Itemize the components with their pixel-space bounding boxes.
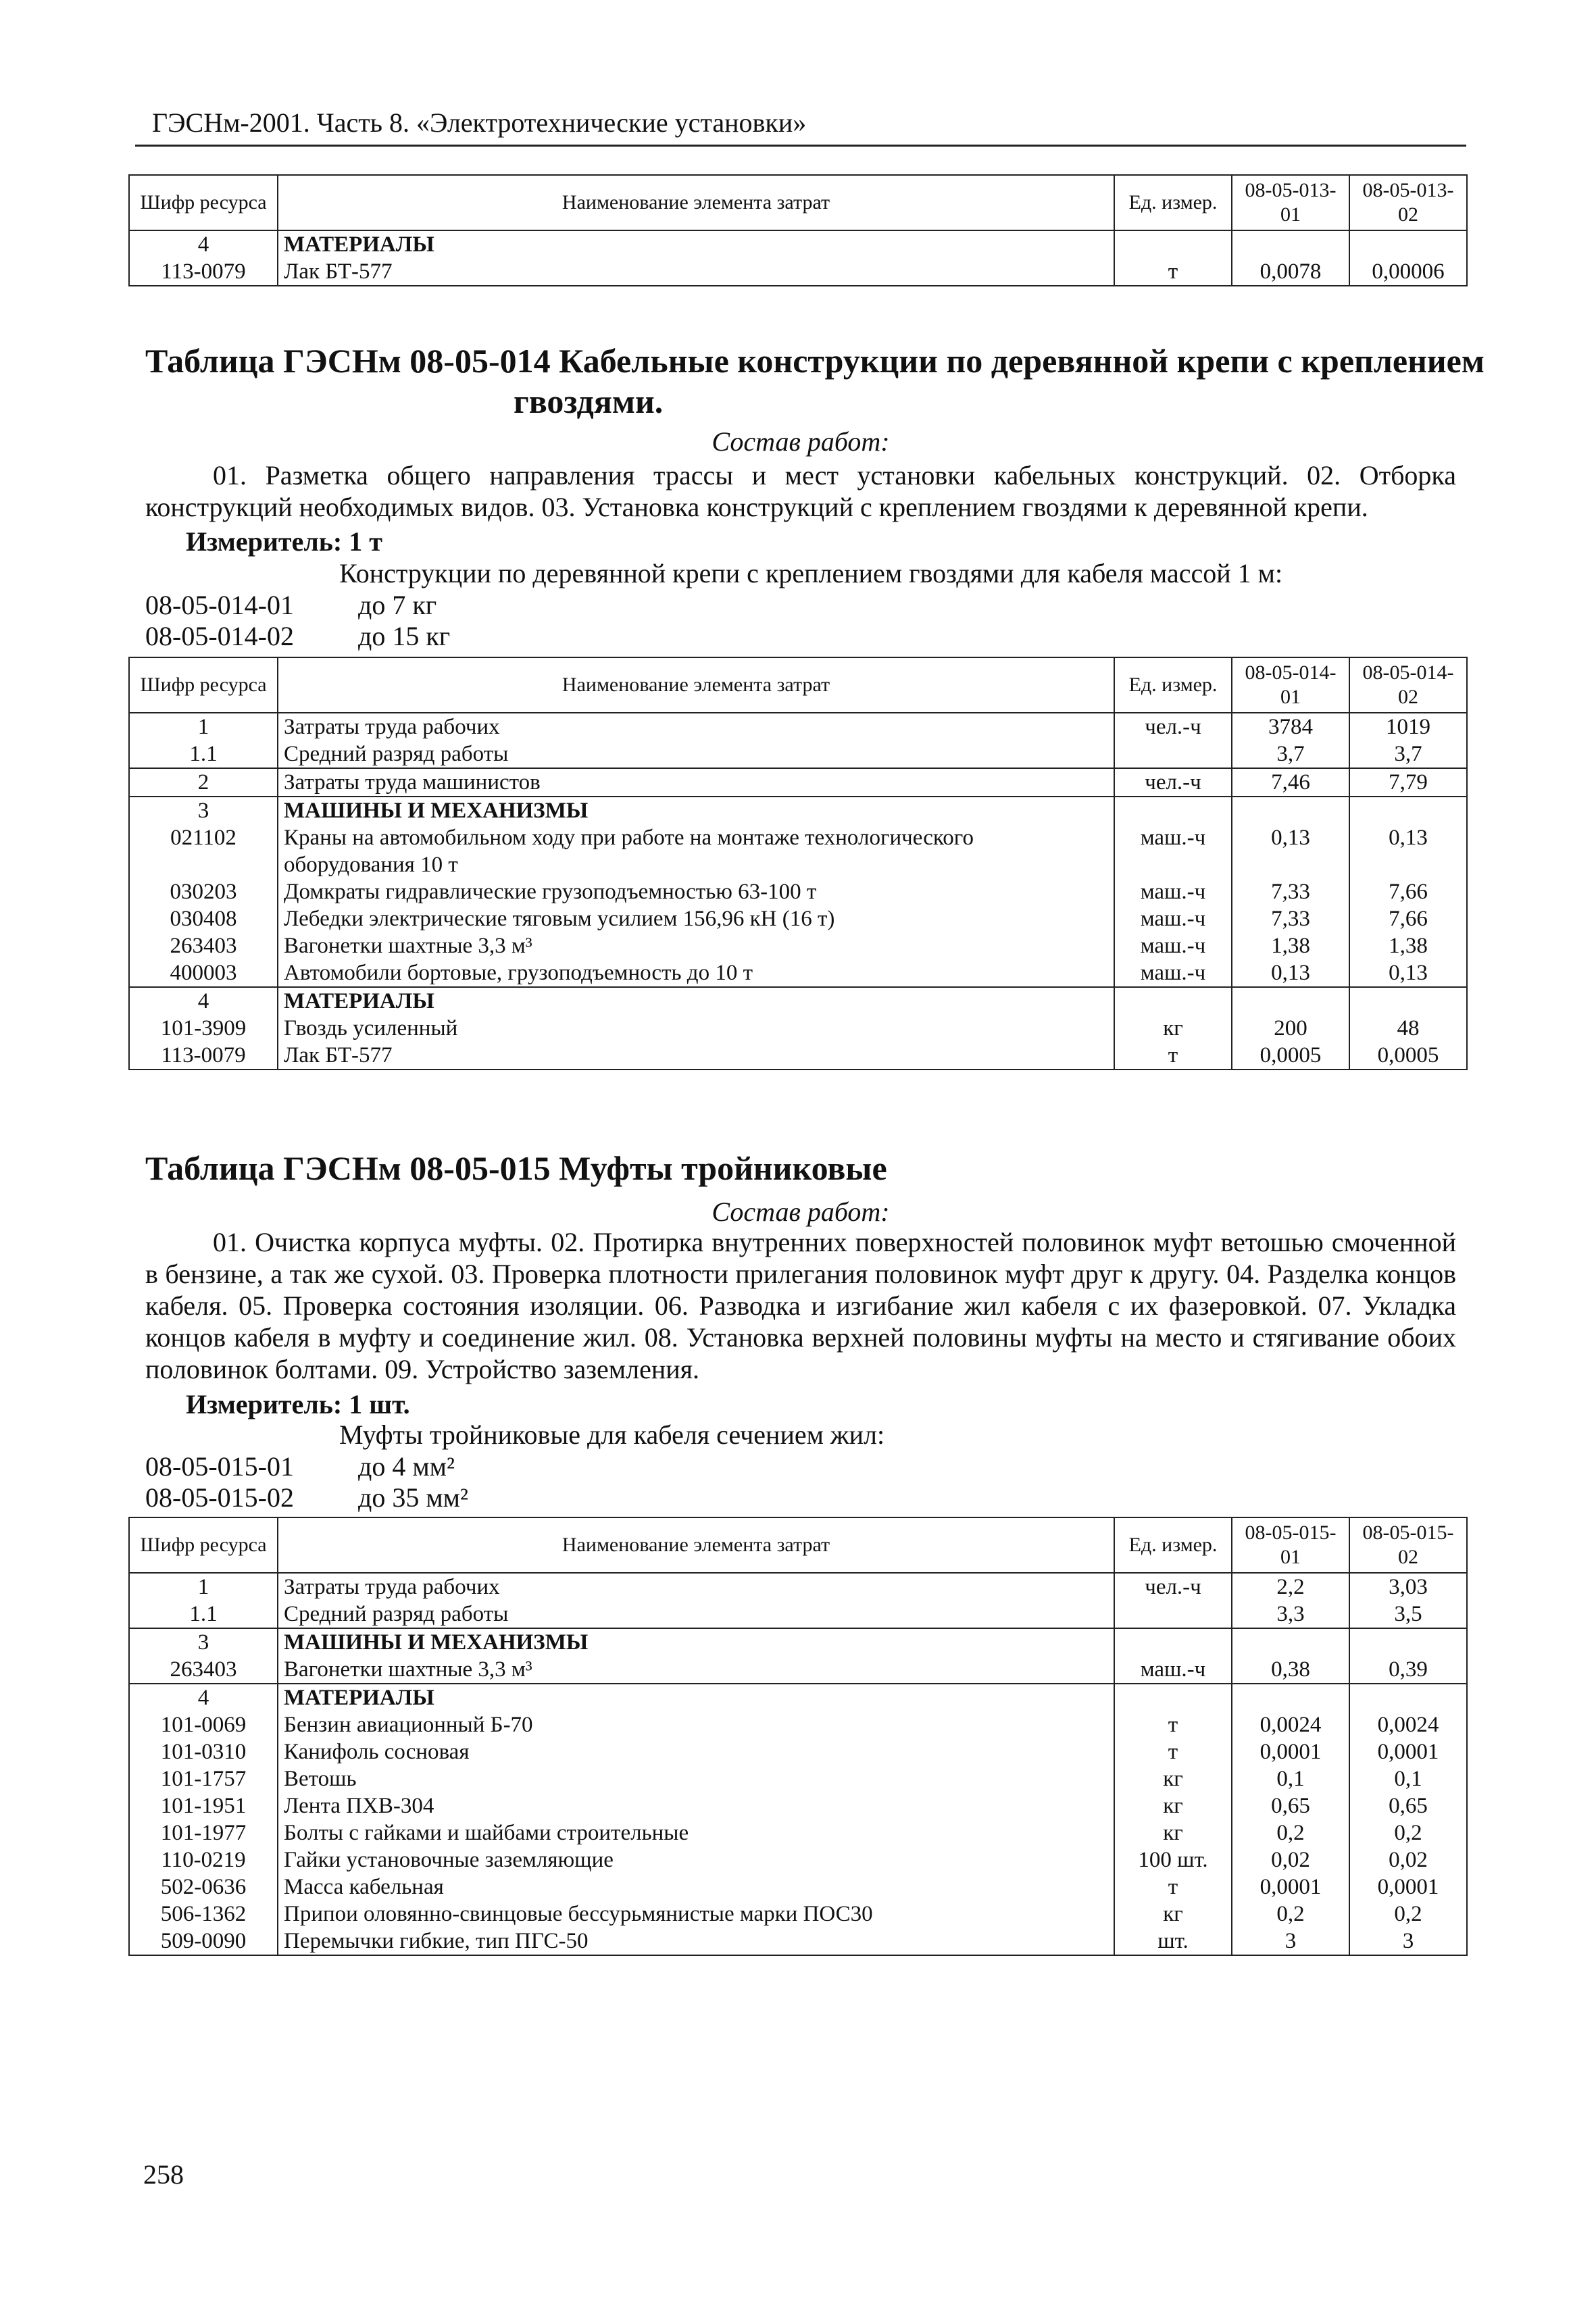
table-row — [129, 1819, 1467, 1846]
resource-code-cell: 502-0636 — [129, 1873, 278, 1901]
table-row — [129, 1628, 1467, 1656]
unit-cell — [1114, 1684, 1232, 1711]
resource-code-cell: 113-0079 — [129, 1042, 278, 1070]
resource-code-cell: 1.1 — [129, 740, 278, 768]
resource-code-cell: 101-1977 — [129, 1819, 278, 1846]
table-014-body — [129, 657, 1467, 1070]
norm-b-cell: 0,2 — [1349, 1901, 1467, 1928]
item-text: до 4 мм² — [358, 1451, 455, 1482]
resource-code-cell: 400003 — [129, 959, 278, 987]
norm-b-cell: 0,13 — [1349, 824, 1467, 878]
norm-a-cell: 0,38 — [1232, 1656, 1349, 1684]
resource-name-cell: Лебедки электрические тяговым усилием 156,96 кН (16 т) — [278, 905, 1114, 932]
norm-a-cell: 200 — [1232, 1015, 1349, 1042]
table-row — [129, 797, 1467, 824]
col-header-norm-b: 08-05-015-02 — [1349, 1517, 1467, 1573]
resource-name-cell: Масса кабельная — [278, 1873, 1114, 1901]
unit-cell: маш.-ч — [1114, 959, 1232, 987]
table-row — [129, 1901, 1467, 1928]
resource-name-cell: Средний разряд работы — [278, 1601, 1114, 1628]
norm-a-cell: 0,0024 — [1232, 1711, 1349, 1738]
norm-b-cell: 0,0005 — [1349, 1042, 1467, 1070]
unit-cell: кг — [1114, 1901, 1232, 1928]
table-row — [129, 768, 1467, 797]
item-code: 08-05-014-02 — [145, 621, 294, 651]
item-text: до 7 кг — [358, 590, 437, 620]
resource-name-cell: Вагонетки шахтные 3,3 м³ — [278, 1656, 1114, 1684]
resource-code-cell: 4 — [129, 1684, 278, 1711]
table-row — [129, 740, 1467, 768]
norm-a-cell: 0,0001 — [1232, 1873, 1349, 1901]
norm-b-cell: 0,00006 — [1349, 258, 1467, 286]
resource-code-cell: 101-3909 — [129, 1015, 278, 1042]
norm-a-cell: 3,3 — [1232, 1601, 1349, 1628]
resource-name-cell: Средний разряд работы — [278, 740, 1114, 768]
unit-cell: чел.-ч — [1114, 768, 1232, 797]
norm-b-cell: 7,79 — [1349, 768, 1467, 797]
resource-code-cell: 101-1757 — [129, 1765, 278, 1792]
col-header-norm-a: 08-05-013-01 — [1232, 175, 1349, 230]
norm-a-cell: 7,33 — [1232, 905, 1349, 932]
table-row — [129, 1573, 1467, 1601]
unit-cell — [1114, 740, 1232, 768]
col-header-name: Наименование элемента затрат — [278, 657, 1114, 713]
unit-cell: кг — [1114, 1765, 1232, 1792]
resource-code-cell: 101-0310 — [129, 1738, 278, 1765]
resource-code-cell: 1 — [129, 1573, 278, 1601]
norm-a-cell — [1232, 1628, 1349, 1656]
norm-b-cell — [1349, 230, 1467, 258]
norm-a-cell: 0,2 — [1232, 1819, 1349, 1846]
table-014-title-cont: гвоздями. — [514, 382, 664, 420]
running-header: ГЭСНм-2001. Часть 8. «Электротехнические установки» — [152, 107, 807, 138]
norm-b-cell: 0,65 — [1349, 1792, 1467, 1819]
resource-name-cell: МАТЕРИАЛЫ — [278, 987, 1114, 1015]
resource-table-014 — [128, 657, 1468, 1070]
norm-b-cell: 7,66 — [1349, 878, 1467, 905]
resource-code-cell: 110-0219 — [129, 1846, 278, 1873]
unit-cell — [1114, 987, 1232, 1015]
resource-code-cell: 113-0079 — [129, 258, 278, 286]
norm-b-cell: 0,0024 — [1349, 1711, 1467, 1738]
page-number: 258 — [143, 2159, 184, 2190]
table-row — [129, 230, 1467, 258]
resource-code-cell: 101-0069 — [129, 1711, 278, 1738]
resource-name-cell: Домкраты гидравлические грузоподъемностью 63-100 т — [278, 878, 1114, 905]
col-header-norm-b: 08-05-013-02 — [1349, 175, 1467, 230]
unit-cell: кг — [1114, 1819, 1232, 1846]
resource-name-cell: МАТЕРИАЛЫ — [278, 1684, 1114, 1711]
resource-name-cell: Болты с гайками и шайбами строительные — [278, 1819, 1114, 1846]
col-header-code: Шифр ресурса — [129, 1517, 278, 1573]
resource-name-cell: МАШИНЫ И МЕХАНИЗМЫ — [278, 1628, 1114, 1656]
norm-a-cell — [1232, 987, 1349, 1015]
norm-a-cell: 0,2 — [1232, 1901, 1349, 1928]
resource-name-cell: Затраты труда машинистов — [278, 768, 1114, 797]
col-header-unit: Ед. измер. — [1114, 657, 1232, 713]
table-row — [129, 713, 1467, 740]
norm-a-cell — [1232, 797, 1349, 824]
unit-cell — [1114, 797, 1232, 824]
norm-b-cell: 3,03 — [1349, 1573, 1467, 1601]
work-composition-text: 01. Очистка корпуса муфты. 02. Протирка внутренних поверхностей половинок муфт ветошью смоченной в бензине, а так же сухой. 03. Проверка плотности прилегания половинок муфт друг к другу. 04. Разделка концов кабеля. 05. Проверка состояния изоляции. 06. Разводка и изгибание жил кабеля с их фазеровкой. 07. Укладка концов кабеля в муфту и соединение жил. 08. Установка верхней половины муфты на место и стягивание обоих половинок болтами. 09. Устройство заземления. — [145, 1227, 1456, 1384]
table-row — [129, 987, 1467, 1015]
resource-name-cell: Бензин авиационный Б-70 — [278, 1711, 1114, 1738]
table-row — [129, 1656, 1467, 1684]
norm-a-cell: 0,0078 — [1232, 258, 1349, 286]
table-row — [129, 1928, 1467, 1955]
unit-cell: маш.-ч — [1114, 905, 1232, 932]
unit-cell: чел.-ч — [1114, 713, 1232, 740]
norm-a-cell — [1232, 1684, 1349, 1711]
table-row — [129, 1042, 1467, 1070]
unit-cell: чел.-ч — [1114, 1573, 1232, 1601]
norm-b-cell: 48 — [1349, 1015, 1467, 1042]
unit-cell: т — [1114, 1738, 1232, 1765]
unit-cell: т — [1114, 258, 1232, 286]
table-row — [129, 1711, 1467, 1738]
col-header-unit: Ед. измер. — [1114, 1517, 1232, 1573]
norm-b-cell: 3 — [1349, 1928, 1467, 1955]
norm-b-cell: 0,1 — [1349, 1765, 1467, 1792]
resource-name-cell: Гвоздь усиленный — [278, 1015, 1114, 1042]
unit-cell: т — [1114, 1873, 1232, 1901]
table-row — [129, 878, 1467, 905]
header-divider — [135, 145, 1466, 147]
table-row — [129, 959, 1467, 987]
norm-b-cell: 1,38 — [1349, 932, 1467, 959]
unit-cell: кг — [1114, 1792, 1232, 1819]
norm-b-cell — [1349, 987, 1467, 1015]
item-code: 08-05-015-02 — [145, 1482, 294, 1513]
resource-table-013 — [128, 174, 1468, 286]
resource-code-cell: 021102 — [129, 824, 278, 878]
unit-cell — [1114, 1601, 1232, 1628]
item-code: 08-05-015-01 — [145, 1451, 294, 1482]
resource-name-cell: Ветошь — [278, 1765, 1114, 1792]
table-row — [129, 1015, 1467, 1042]
unit-cell: маш.-ч — [1114, 932, 1232, 959]
table-row — [129, 932, 1467, 959]
norm-a-cell: 1,38 — [1232, 932, 1349, 959]
table-row — [129, 1792, 1467, 1819]
col-header-name: Наименование элемента затрат — [278, 1517, 1114, 1573]
scope-description: Муфты тройниковые для кабеля сечением жил: — [339, 1419, 885, 1450]
norm-a-cell: 7,33 — [1232, 878, 1349, 905]
norm-a-cell: 0,65 — [1232, 1792, 1349, 1819]
table-row — [129, 1873, 1467, 1901]
resource-name-cell: Лак БТ-577 — [278, 1042, 1114, 1070]
table-014-title: Таблица ГЭСНм 08-05-014 Кабельные конструкции по деревянной крепи с креплением — [145, 342, 1485, 380]
measure-unit: Измеритель: 1 т — [186, 526, 382, 557]
table-row — [129, 1684, 1467, 1711]
norm-a-cell: 0,0005 — [1232, 1042, 1349, 1070]
col-header-code: Шифр ресурса — [129, 657, 278, 713]
norm-a-cell: 3,7 — [1232, 740, 1349, 768]
item-text: до 35 мм² — [358, 1482, 468, 1513]
col-header-norm-a: 08-05-015-01 — [1232, 1517, 1349, 1573]
unit-cell — [1114, 230, 1232, 258]
table-row — [129, 1846, 1467, 1873]
resource-name-cell: Лак БТ-577 — [278, 258, 1114, 286]
resource-name-cell: Затраты труда рабочих — [278, 1573, 1114, 1601]
unit-cell: т — [1114, 1042, 1232, 1070]
table-row — [129, 905, 1467, 932]
unit-cell: маш.-ч — [1114, 1656, 1232, 1684]
table-row — [129, 258, 1467, 286]
unit-cell — [1114, 1628, 1232, 1656]
norm-b-cell: 0,39 — [1349, 1656, 1467, 1684]
col-header-unit: Ед. измер. — [1114, 175, 1232, 230]
resource-code-cell: 030203 — [129, 878, 278, 905]
norm-b-cell: 0,2 — [1349, 1819, 1467, 1846]
resource-code-cell: 509-0090 — [129, 1928, 278, 1955]
measure-unit: Измеритель: 1 шт. — [186, 1389, 410, 1419]
norm-b-cell — [1349, 1628, 1467, 1656]
resource-code-cell: 1.1 — [129, 1601, 278, 1628]
resource-code-cell: 3 — [129, 1628, 278, 1656]
norm-a-cell: 0,0001 — [1232, 1738, 1349, 1765]
norm-a-cell: 3784 — [1232, 713, 1349, 740]
resource-name-cell: МАТЕРИАЛЫ — [278, 230, 1114, 258]
col-header-code: Шифр ресурса — [129, 175, 278, 230]
norm-b-cell: 0,0001 — [1349, 1873, 1467, 1901]
table-row — [129, 1601, 1467, 1628]
table-header-row — [129, 1517, 1467, 1573]
col-header-norm-a: 08-05-014-01 — [1232, 657, 1349, 713]
norm-b-cell — [1349, 1684, 1467, 1711]
unit-cell: шт. — [1114, 1928, 1232, 1955]
table-015-title: Таблица ГЭСНм 08-05-015 Муфты тройниковые — [145, 1149, 887, 1187]
norm-b-cell: 0,02 — [1349, 1846, 1467, 1873]
resource-code-cell: 4 — [129, 230, 278, 258]
table-013-body — [129, 175, 1467, 286]
norm-b-cell: 1019 — [1349, 713, 1467, 740]
resource-code-cell: 101-1951 — [129, 1792, 278, 1819]
table-row — [129, 1738, 1467, 1765]
unit-cell: маш.-ч — [1114, 878, 1232, 905]
norm-a-cell — [1232, 230, 1349, 258]
norm-b-cell: 0,13 — [1349, 959, 1467, 987]
resource-name-cell: Гайки установочные заземляющие — [278, 1846, 1114, 1873]
item-code: 08-05-014-01 — [145, 590, 294, 620]
unit-cell: т — [1114, 1711, 1232, 1738]
resource-code-cell: 2 — [129, 768, 278, 797]
resource-code-cell: 030408 — [129, 905, 278, 932]
norm-b-cell: 7,66 — [1349, 905, 1467, 932]
resource-name-cell: Затраты труда рабочих — [278, 713, 1114, 740]
resource-name-cell: Перемычки гибкие, тип ПГС-50 — [278, 1928, 1114, 1955]
resource-name-cell: МАШИНЫ И МЕХАНИЗМЫ — [278, 797, 1114, 824]
norm-a-cell: 0,1 — [1232, 1765, 1349, 1792]
resource-name-cell: Лента ПХВ-304 — [278, 1792, 1114, 1819]
resource-code-cell: 1 — [129, 713, 278, 740]
resource-code-cell: 4 — [129, 987, 278, 1015]
resource-code-cell: 3 — [129, 797, 278, 824]
col-header-norm-b: 08-05-014-02 — [1349, 657, 1467, 713]
work-composition-text: 01. Разметка общего направления трассы и мест установки кабельных конструкций. 02. Отборка конструкций необходимых видов. 03. Установка конструкций с креплением гвоздями к деревянной крепи. — [145, 460, 1456, 522]
col-header-name: Наименование элемента затрат — [278, 175, 1114, 230]
resource-name-cell: Автомобили бортовые, грузоподъемность до 10 т — [278, 959, 1114, 987]
norm-a-cell: 0,13 — [1232, 959, 1349, 987]
unit-cell: кг — [1114, 1015, 1232, 1042]
resource-name-cell: Припои оловянно-свинцовые бессурьмянистые марки ПОС30 — [278, 1901, 1114, 1928]
norm-a-cell: 0,02 — [1232, 1846, 1349, 1873]
table-row — [129, 824, 1467, 878]
resource-code-cell: 263403 — [129, 1656, 278, 1684]
resource-table-015 — [128, 1517, 1468, 1956]
resource-name-cell: Вагонетки шахтные 3,3 м³ — [278, 932, 1114, 959]
unit-cell: маш.-ч — [1114, 824, 1232, 878]
table-015-body — [129, 1517, 1467, 1955]
resource-code-cell: 263403 — [129, 932, 278, 959]
item-text: до 15 кг — [358, 621, 451, 651]
norm-b-cell: 3,5 — [1349, 1601, 1467, 1628]
norm-b-cell: 0,0001 — [1349, 1738, 1467, 1765]
resource-name-cell: Канифоль сосновая — [278, 1738, 1114, 1765]
norm-a-cell: 3 — [1232, 1928, 1349, 1955]
norm-b-cell: 3,7 — [1349, 740, 1467, 768]
resource-code-cell: 506-1362 — [129, 1901, 278, 1928]
norm-a-cell: 0,13 — [1232, 824, 1349, 878]
norm-b-cell — [1349, 797, 1467, 824]
table-header-row — [129, 657, 1467, 713]
table-header-row — [129, 175, 1467, 230]
norm-a-cell: 2,2 — [1232, 1573, 1349, 1601]
norm-a-cell: 7,46 — [1232, 768, 1349, 797]
resource-name-cell: Краны на автомобильном ходу при работе на монтаже технологического оборудования 10 т — [278, 824, 1114, 878]
work-composition-label: Состав работ: — [712, 426, 890, 457]
table-row — [129, 1765, 1467, 1792]
unit-cell: 100 шт. — [1114, 1846, 1232, 1873]
work-composition-label: Состав работ: — [712, 1197, 890, 1227]
scope-description: Конструкции по деревянной крепи с креплением гвоздями для кабеля массой 1 м: — [339, 558, 1283, 588]
